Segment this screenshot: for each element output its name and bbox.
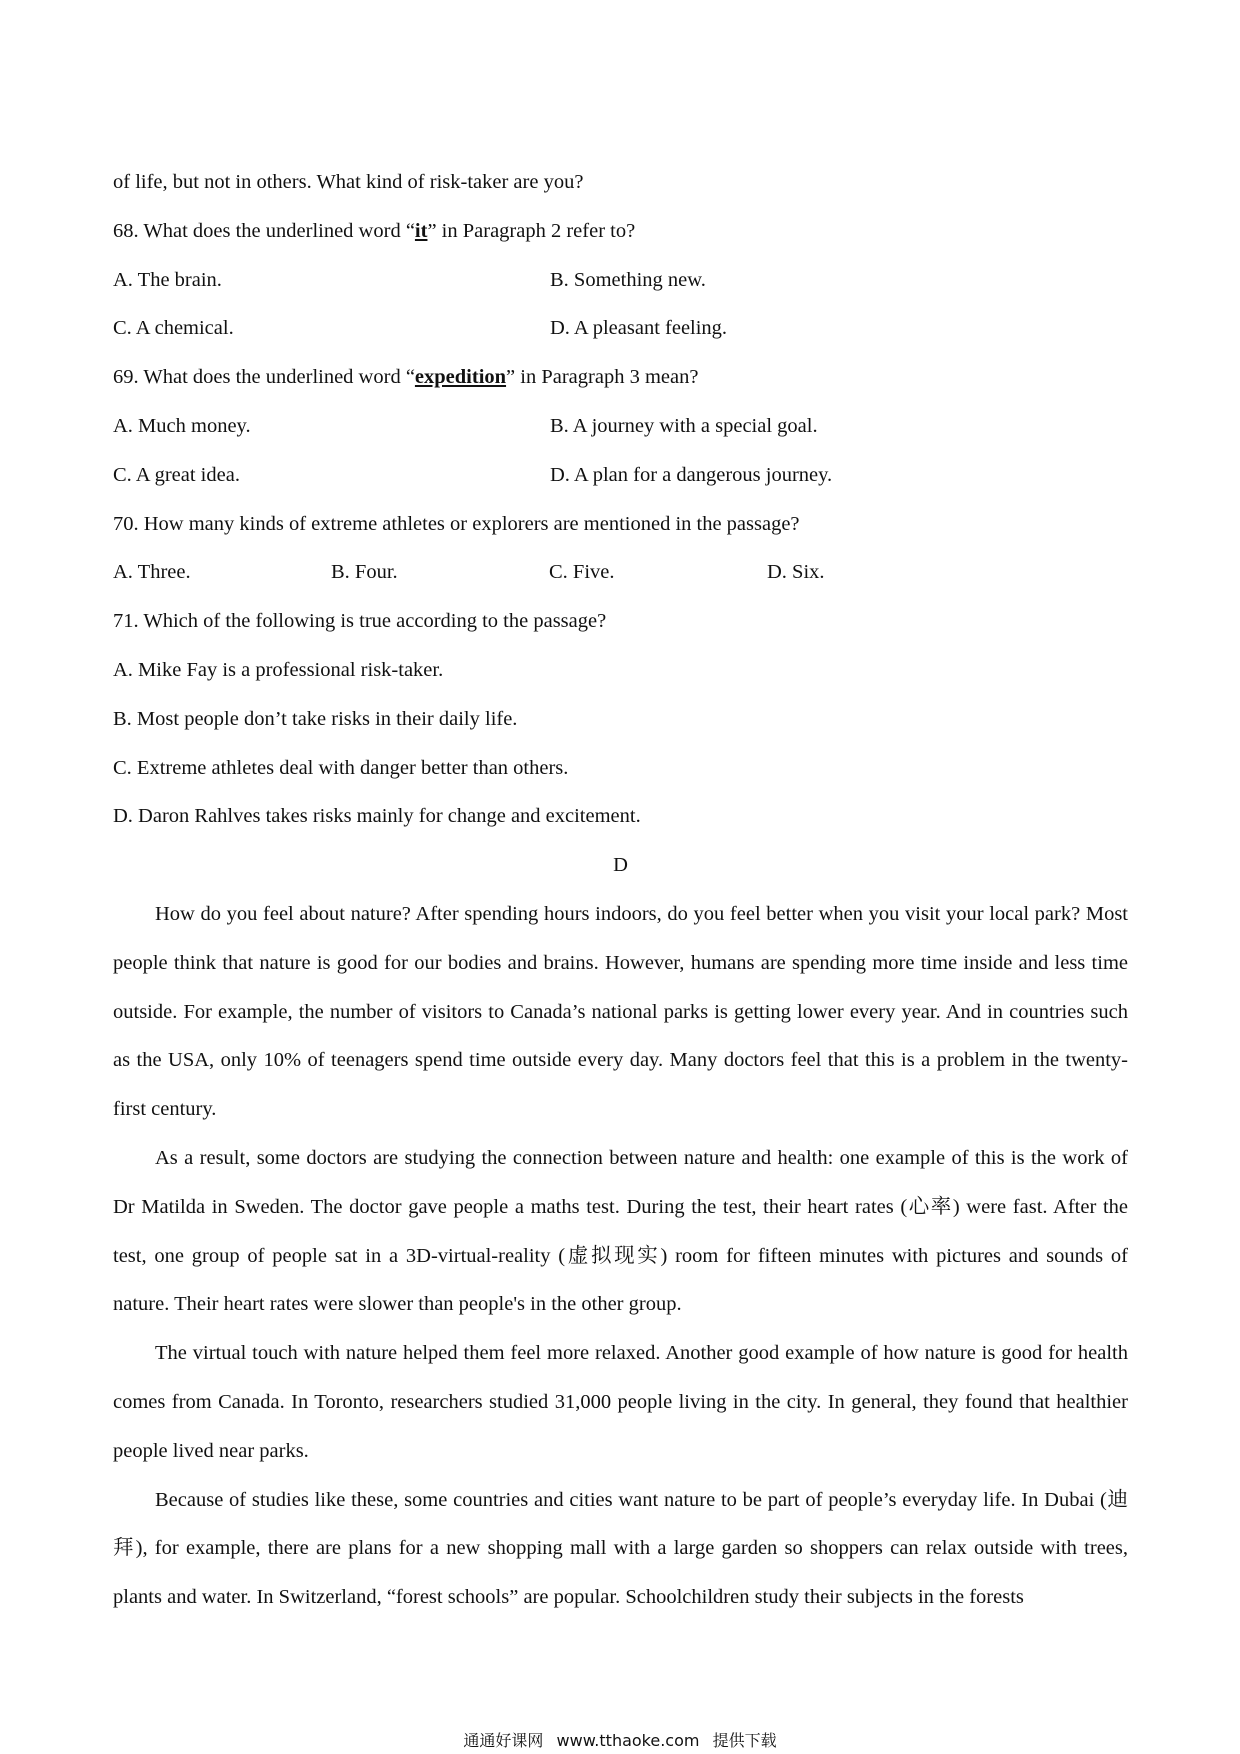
option-71-d: D. Daron Rahlves takes risks mainly for change and excitement. [113,805,641,828]
option-68-d: D. A pleasant feeling. [550,317,728,340]
section-d-paragraph-4: Because of studies like these, some countries and cities want nature to be part of people’s everyday life. In Dubai (迪拜), for example, there are plans for a new shopping mall with a large garden so shoppers can relax outside with trees, plants and water. In Switzerland, “forest schools” are popular. Schoolchildren study their subjects in the forests [113,1488,1128,1609]
option-70-d: D. Six. [767,561,825,584]
question-69-suffix: ” in Paragraph 3 mean? [506,366,699,389]
page-content [113,158,1128,1622]
option-69-c: C. A great idea. [113,463,240,486]
option-71-c: C. Extreme athletes deal with danger better than others. [113,756,569,779]
footer-url: www.tthaoke.com [556,1731,700,1750]
question-69 [113,353,1128,402]
option-68-b: B. Something new. [550,268,706,291]
footer-note: 提供下载 [712,1731,777,1750]
section-d-paragraph-1: How do you feel about nature? After spending hours indoors, do you feel better when you visit your local park? Most people think that nature is good for our bodies and brains. However, humans are spending more time inside and less time outside. For example, the number of visitors to Canada’s national parks is getting lower every year. And in countries such as the USA, only 10% of teenagers spend time outside every day. Many doctors feel that this is a problem in the twenty-first century. [113,902,1128,1121]
question-70: 70. How many kinds of extreme athletes or explorers are mentioned in the passage? [113,512,800,535]
option-68-c: C. A chemical. [113,317,234,340]
footer-site-name: 通通好课网 [463,1731,544,1750]
option-70-b: B. Four. [331,561,398,584]
question-69-options-row-2 [113,451,1128,500]
underlined-word-it: it [414,219,428,242]
question-71: 71. Which of the following is true according to the passage? [113,610,607,633]
question-70-options [113,548,1128,597]
question-68 [113,207,1128,256]
question-68-options-row-1 [113,256,1128,305]
question-68-prefix: 68. What does the underlined word “ [113,219,415,242]
section-d-paragraph-3: The virtual touch with nature helped them feel more relaxed. Another good example of how nature is good for health comes from Canada. In Toronto, researchers studied 31,000 people living in the city. In general, they found that healthier people lived near parks. [113,1342,1128,1462]
section-d-title: D [613,854,628,877]
section-d-paragraph-2: As a result, some doctors are studying the connection between nature and health: one example of this is the work of Dr Matilda in Sweden. The doctor gave people a maths test. During the test, their heart rates (心率) were fast. After the test, one group of people sat in a 3D-virtual-reality (虚拟现实) room for fifteen minutes with pictures and sounds of nature. Their heart rates were slower than people's in the other group. [113,1146,1128,1316]
option-69-d: D. A plan for a dangerous journey. [550,463,833,486]
page-footer [0,1728,1240,1751]
question-69-options-row-1 [113,402,1128,451]
question-68-suffix: ” in Paragraph 2 refer to? [427,219,636,242]
option-70-c: C. Five. [549,561,615,584]
question-69-prefix: 69. What does the underlined word “ [113,366,415,389]
option-71-b: B. Most people don’t take risks in their daily life. [113,707,518,730]
option-69-b: B. A journey with a special goal. [550,414,818,437]
option-69-a: A. Much money. [113,414,251,437]
question-68-options-row-2 [113,304,1128,353]
option-68-a: A. The brain. [113,268,222,291]
option-71-a: A. Mike Fay is a professional risk-taker. [113,658,444,681]
passage-continuation: of life, but not in others. What kind of risk-taker are you? [113,171,584,193]
underlined-word-expedition: expedition [414,366,507,389]
option-70-a: A. Three. [113,561,191,584]
